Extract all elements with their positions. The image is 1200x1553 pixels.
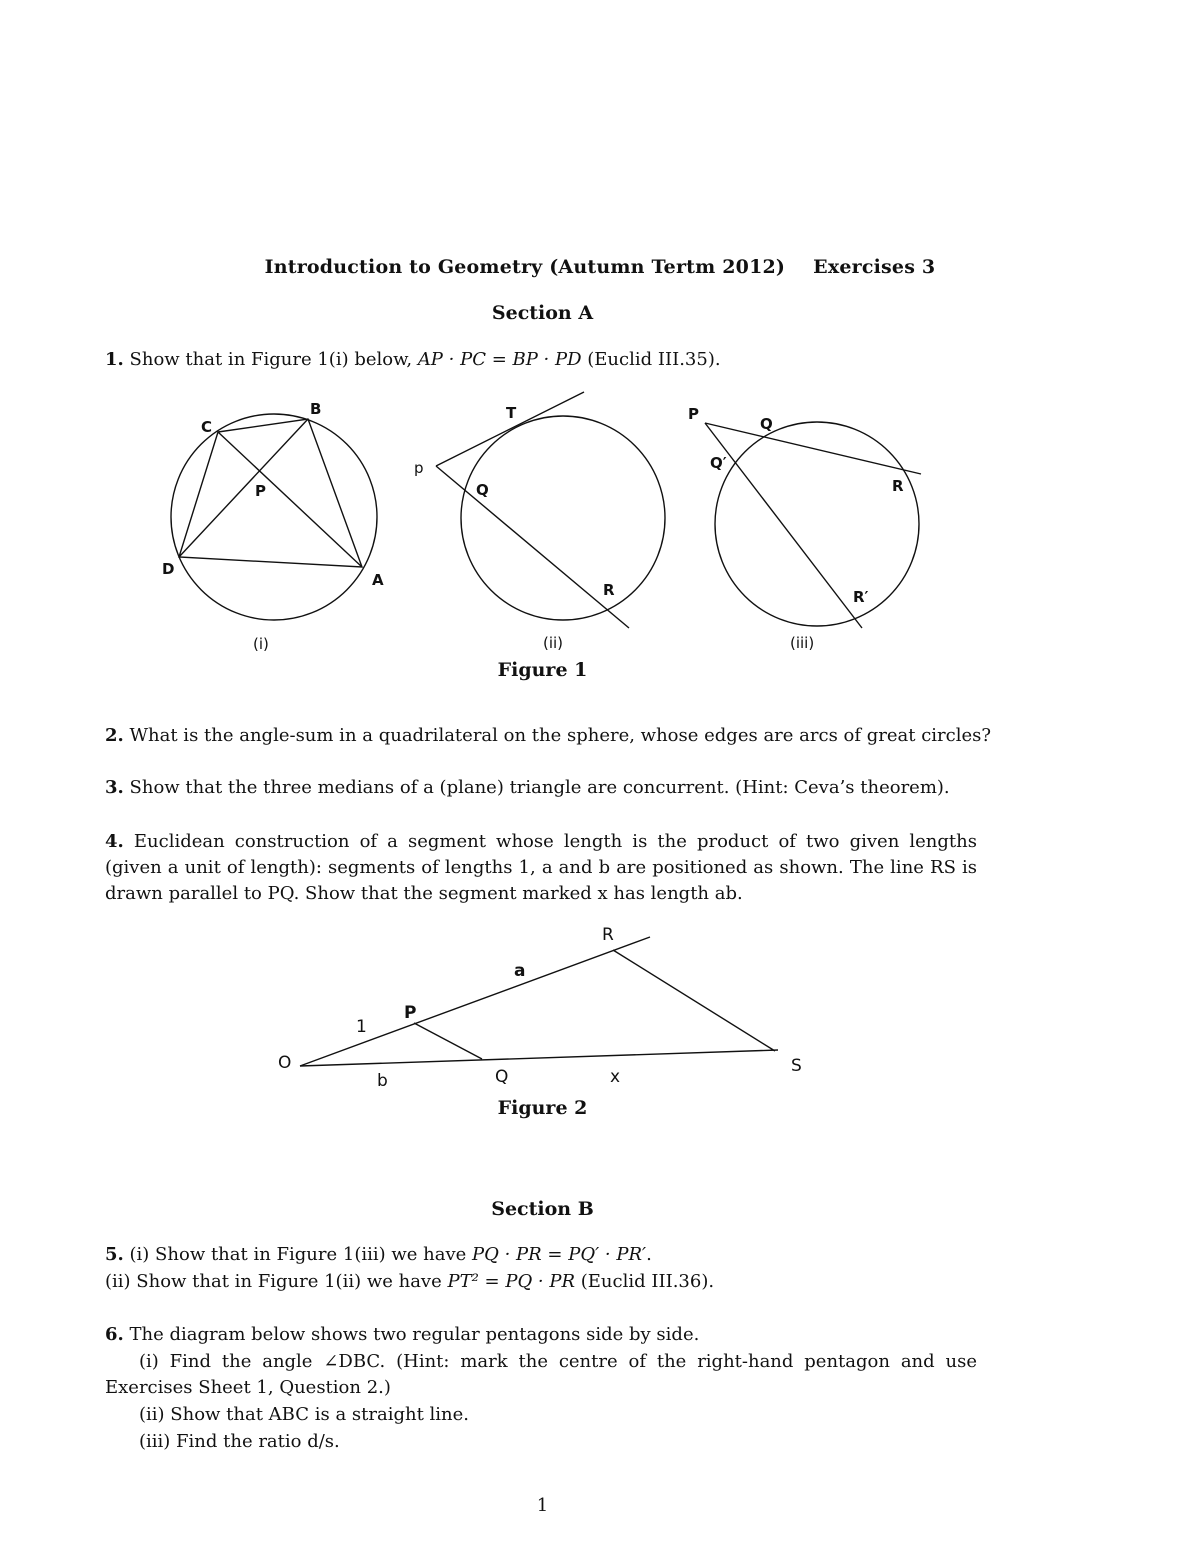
fig1-sublabel-ii: (ii) xyxy=(543,634,564,652)
question-number: 3. xyxy=(105,777,124,798)
question-6-part-iii: (iii) Find the ratio d/s. xyxy=(139,1431,340,1452)
fig1-i-label-d: D xyxy=(162,560,175,578)
fig2-segment-rs xyxy=(613,950,775,1051)
fig1-i-chord-bd xyxy=(179,419,308,557)
fig1-iii-circle xyxy=(715,422,919,626)
fig2-label-s: S xyxy=(791,1056,802,1076)
fig1-i-label-c: C xyxy=(201,418,213,436)
question-1 xyxy=(105,347,721,373)
course-title: Introduction to Geometry (Autumn Tertm 2012) xyxy=(264,256,786,278)
question-5-part-i xyxy=(105,1242,652,1268)
math-expression: PT² = PQ · PR xyxy=(447,1271,576,1292)
question-number: 5. xyxy=(105,1244,124,1265)
fig1-sublabel-i: (i) xyxy=(253,635,269,653)
question-6-intro xyxy=(105,1322,699,1348)
question-number: 1. xyxy=(105,349,124,370)
figure-2 xyxy=(0,920,1200,1100)
fig1-ii-label-t: T xyxy=(506,404,517,422)
section-a-heading: Section A xyxy=(491,302,594,324)
question-text: (i) Show that in Figure 1(iii) we have xyxy=(129,1244,473,1265)
question-text: (Euclid III.35). xyxy=(581,349,721,370)
fig1-i-label-p: P xyxy=(255,482,266,500)
fig1-i-label-a: A xyxy=(372,571,384,589)
question-2 xyxy=(105,723,991,749)
fig1-iii-secant-qprp xyxy=(705,423,862,628)
question-6-part-ii: (ii) Show that ABC is a straight line. xyxy=(139,1404,470,1425)
fig1-i-circle xyxy=(171,414,377,620)
question-text: Show that in Figure 1(i) below, xyxy=(129,349,418,370)
fig2-label-a: a xyxy=(514,961,526,981)
fig1-sublabel-iii: (iii) xyxy=(790,634,815,652)
figure-2-caption: Figure 2 xyxy=(497,1097,588,1119)
fig1-iii-label-rprime: R′ xyxy=(853,588,869,606)
question-text: What is the angle-sum in a quadrilateral on the sphere, whose edges are arcs of great circles? xyxy=(129,725,992,746)
fig1-ii-circle xyxy=(461,416,665,620)
question-number: 2. xyxy=(105,725,124,746)
question-3 xyxy=(105,775,950,801)
fig1-i-chord-ca xyxy=(218,432,362,567)
figure-1-caption: Figure 1 xyxy=(497,659,588,681)
fig2-segment-pq xyxy=(414,1023,482,1059)
fig1-iii-label-qprime: Q′ xyxy=(710,454,727,472)
fig1-ii-label-r: R xyxy=(603,581,615,599)
question-4 xyxy=(105,829,977,907)
question-text: Show that the three medians of a (plane) triangle are concurrent. (Hint: Ceva’s theorem). xyxy=(129,777,950,798)
figure-1 xyxy=(0,390,1200,690)
fig1-ii-label-q: Q xyxy=(476,481,489,499)
fig2-label-q: Q xyxy=(495,1067,509,1087)
fig2-label-x: x xyxy=(610,1067,621,1087)
fig1-i-quadrilateral xyxy=(179,419,362,567)
section-b-heading: Section B xyxy=(491,1198,594,1220)
sheet-title: Exercises 3 xyxy=(813,256,936,278)
fig1-i-label-b: B xyxy=(310,400,322,418)
question-text: (ii) Show that in Figure 1(ii) we have xyxy=(105,1271,448,1292)
fig2-label-b: b xyxy=(377,1071,388,1091)
fig2-ray-os xyxy=(300,1050,778,1066)
question-text: Euclidean construction of a segment whose length is the product of two given lengths (given a unit of length): segments of lengths 1, a and b are positioned as shown. The line RS is drawn parallel to PQ. Show that the segment marked x has length ab. xyxy=(105,831,977,904)
question-text: The diagram below shows two regular pentagons side by side. xyxy=(129,1324,700,1345)
math-expression: AP · PC = BP · PD xyxy=(417,349,582,370)
fig2-label-o: O xyxy=(278,1053,292,1073)
page-number: 1 xyxy=(536,1495,549,1516)
fig2-label-r: R xyxy=(602,925,614,945)
fig1-iii-label-r: R xyxy=(892,477,904,495)
fig2-ray-or xyxy=(300,937,650,1066)
fig2-label-p: P xyxy=(404,1003,417,1023)
question-text: . xyxy=(646,1244,652,1265)
question-5-part-ii xyxy=(105,1269,714,1295)
page-title xyxy=(0,256,1200,278)
question-number: 6. xyxy=(105,1324,124,1345)
fig2-label-1: 1 xyxy=(356,1017,367,1037)
fig1-iii-label-q: Q xyxy=(760,415,773,433)
math-expression: PQ · PR = PQ′ · PR′ xyxy=(472,1244,647,1265)
question-number: 4. xyxy=(105,831,124,852)
question-text: (Euclid III.36). xyxy=(575,1271,715,1292)
fig1-iii-label-p: P xyxy=(688,405,699,423)
fig1-ii-label-p: p xyxy=(414,459,424,477)
question-6-part-i: (i) Find the angle ∠DBC. (Hint: mark the centre of the right-hand pentagon and use Exercises Sheet 1, Question 2.) xyxy=(105,1351,977,1398)
